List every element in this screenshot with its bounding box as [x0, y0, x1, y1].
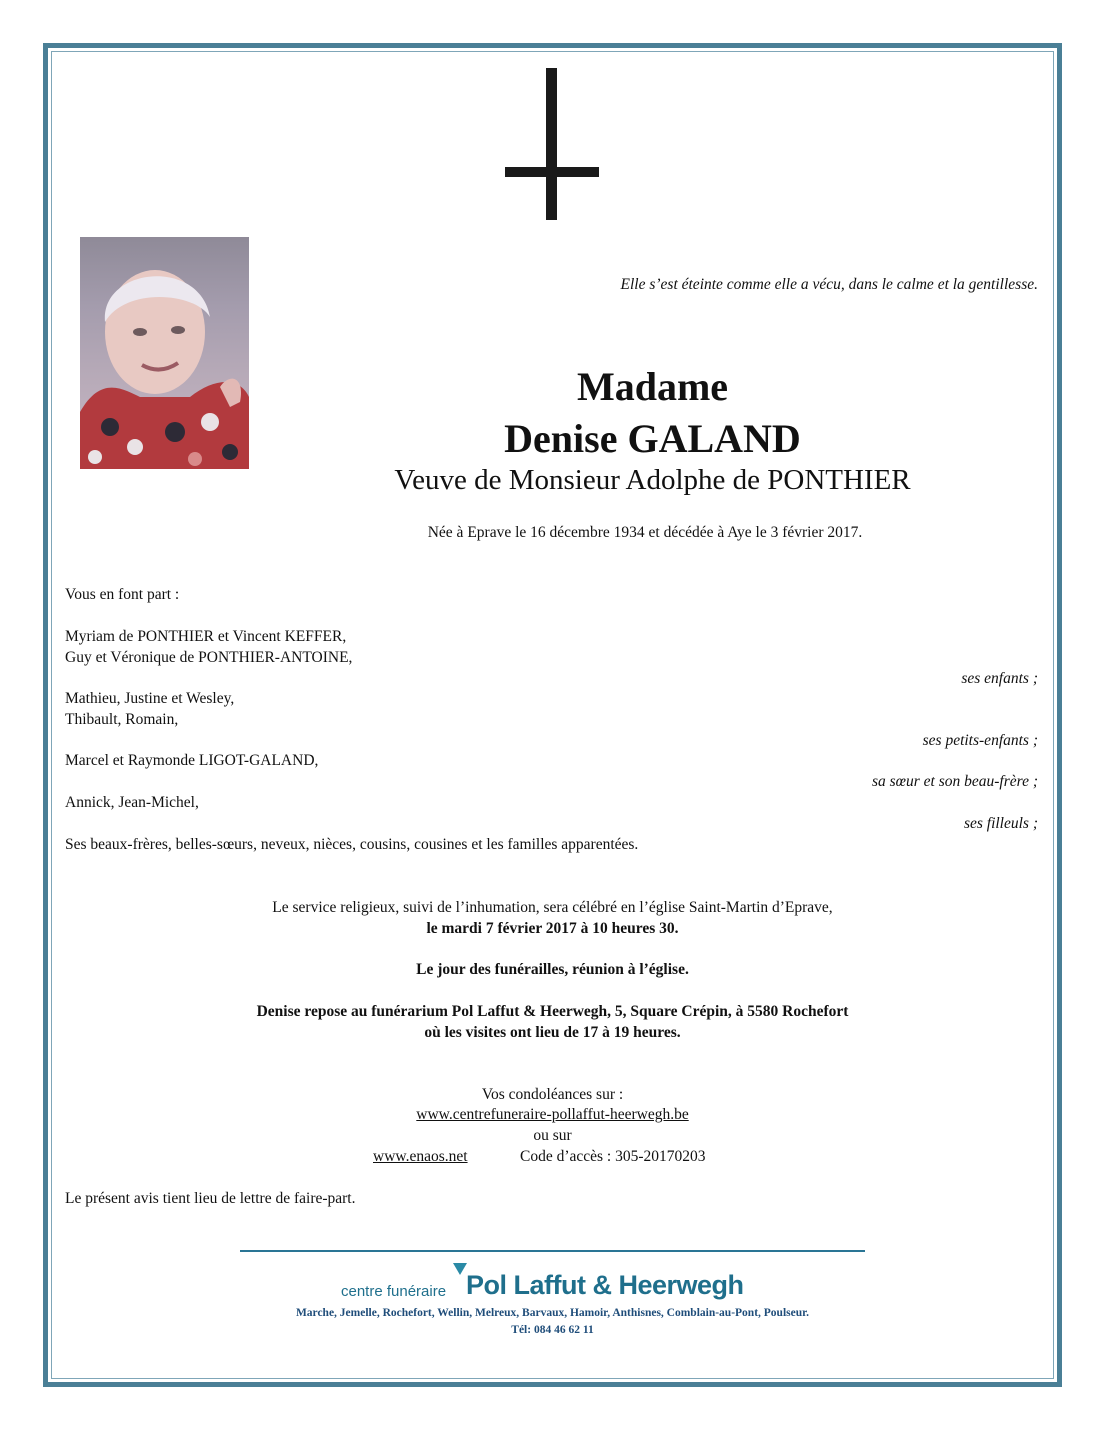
- condolences-label: Vos condoléances sur :: [481, 1086, 624, 1103]
- extended-family-line: Ses beaux-frères, belles-sœurs, neveux, nièces, cousins, cousines et les familles apparentées.: [65, 836, 639, 853]
- sister-line: Marcel et Raymonde LIGOT-GALAND,: [65, 752, 319, 769]
- funerarium-line-1: Denise repose au funérarium Pol Laffut & Heerwegh, 5, Square Crépin, à 5580 Rochefort: [256, 1003, 849, 1020]
- logo-triangle-icon: [453, 1263, 467, 1275]
- sister-relation: sa sœur et son beau-frère ;: [871, 773, 1038, 790]
- logo-rule: [240, 1250, 865, 1252]
- condolences-link-centre[interactable]: www.centrefuneraire-pollaffut-heerwegh.be: [416, 1106, 689, 1123]
- footer-note: Le présent avis tient lieu de lettre de faire-part.: [65, 1190, 356, 1207]
- logo-towns: Marche, Jemelle, Rochefort, Wellin, Melreux, Barvaux, Hamoir, Anthisnes, Comblain-au-Pont, Poulseur.: [295, 1307, 810, 1319]
- cross-icon: [505, 68, 599, 220]
- service-line-1: Le service religieux, suivi de l’inhumation, sera célébré en l’église Saint-Martin d’Eprave,: [272, 899, 833, 916]
- access-code: Code d’accès : 305-20170203: [520, 1148, 706, 1165]
- funerarium-line-2: où les visites ont lieu de 17 à 19 heures.: [424, 1024, 681, 1041]
- logo-brand-name: Pol Laffut & Heerwegh: [466, 1270, 744, 1300]
- epitaph-quote: Elle s’est éteinte comme elle a vécu, dans le calme et la gentillesse.: [620, 276, 1038, 293]
- service-date: le mardi 7 février 2017 à 10 heures 30.: [426, 920, 679, 937]
- logo-small-text: centre funéraire: [341, 1283, 447, 1300]
- family-intro: Vous en font part :: [65, 586, 180, 603]
- portrait-photo: [80, 237, 249, 469]
- children-line-1: Myriam de PONTHIER et Vincent KEFFER,: [65, 628, 347, 645]
- condolences-or: ou sur: [533, 1127, 572, 1144]
- grandchildren-line-1: Mathieu, Justine et Wesley,: [65, 690, 235, 707]
- title-honorific: Madame: [576, 364, 729, 409]
- grandchildren-relation: ses petits-enfants ;: [922, 732, 1038, 749]
- grandchildren-line-2: Thibault, Romain,: [65, 711, 179, 728]
- birth-death-dates: Née à Eprave le 16 décembre 1934 et décédée à Aye le 3 février 2017.: [427, 524, 863, 541]
- condolences-link-enaos[interactable]: www.enaos.net: [373, 1148, 468, 1165]
- godchildren-relation: ses filleuls ;: [963, 815, 1038, 832]
- children-line-2: Guy et Véronique de PONTHIER-ANTOINE,: [65, 649, 353, 666]
- widow-line: Veuve de Monsieur Adolphe de PONTHIER: [394, 464, 911, 496]
- logo-phone: Tél: 084 46 62 11: [511, 1324, 594, 1336]
- deceased-name: Denise GALAND: [504, 416, 801, 461]
- godchildren-line: Annick, Jean-Michel,: [65, 794, 199, 811]
- children-relation: ses enfants ;: [961, 670, 1038, 687]
- meeting-line: Le jour des funérailles, réunion à l’église.: [416, 961, 689, 978]
